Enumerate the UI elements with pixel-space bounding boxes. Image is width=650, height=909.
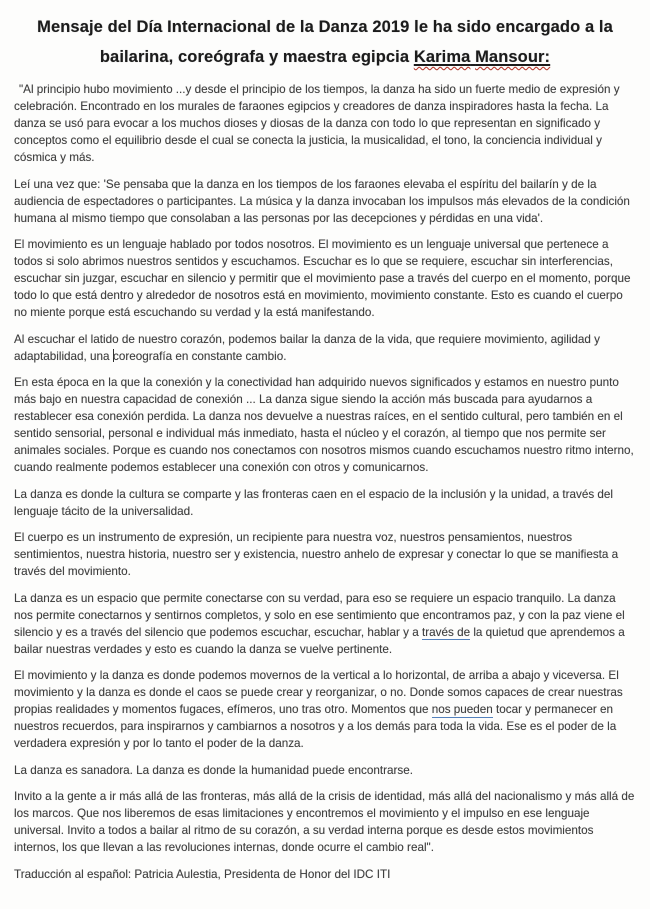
translation-credit[interactable] xyxy=(14,866,636,883)
paragraph-latido[interactable] xyxy=(14,331,636,365)
title-line-1: Mensaje del Día Internacional de la Danza 2019 le ha sido encargado a la xyxy=(37,18,613,36)
text-run: La danza es sanadora. La danza es donde la humanidad puede encontrarse. xyxy=(14,763,413,777)
text-run: El movimiento es un lenguaje hablado por todos nosotros. El movimiento es un lenguaje universal que pertenece a todos si solo abrimos nuestros sentidos y escuchamos. Escuchar es lo que se requiere, escuchar sin interferencias, escuchar sin juzgar, escuchar en silencio y permitir que el movimiento pase a través del cuerpo en el momento, porque todo lo que está dentro y alrededor de nosotros está en movimiento, movimiento constante. Esto es cuando el cuerpo no miente porque está escuchando su verdad y la está manifestando. xyxy=(14,238,631,319)
paragraph-cuerpo-instrumento[interactable] xyxy=(14,529,636,580)
paragraph-invitacion[interactable] xyxy=(14,788,636,856)
title-line-2-text: bailarina, coreógrafa y maestra egipcia xyxy=(99,48,414,66)
text-run: Traducción al español: Patricia Aulestia, Presidenta de Honor del IDC ITI xyxy=(14,867,391,881)
grammar-check-underline: nos pueden xyxy=(431,703,493,716)
text-run: coreografía en constante cambio. xyxy=(112,349,287,363)
text-run: la quietud que aprendemos a bailar nuestras verdades y esto es cuando la danza se vuelve pertinente. xyxy=(14,625,625,656)
paragraph-conexion[interactable] xyxy=(14,374,636,476)
text-run: El cuerpo es un instrumento de expresión, un recipiente para nuestra voz, nuestros pensamientos, nuestros sentimientos, nuestra historia, nuestro ser y existencia, nuestro anhelo de expresar y conectar lo que se manifiesta a través del movimiento. xyxy=(14,531,619,578)
text-run: La danza es donde la cultura se comparte y las fronteras caen en el espacio de la inclusión y la unidad, a través del lenguaje tácito de la universalidad. xyxy=(14,487,614,518)
paragraph-sanadora[interactable] xyxy=(14,762,636,779)
text-run: El movimiento y la danza es donde podemos movernos de la vertical a lo horizontal, de arriba a abajo y viceversa. El movimiento y la danza es donde el caos se puede crear y reorganizar, o no. Donde somos capaces de crear nuestras propias realidades y momentos fugaces, efímeros, uno tras otro. Momentos que xyxy=(14,669,623,716)
title-author-name xyxy=(414,48,550,66)
text-run: tocar y permanecer en nuestros recuerdos, para inspirarnos y cambiarnos a nosotros y a los demás para toda la vida. Ese es el poder de la verdadera expresión y por lo tanto el poder de la danza. xyxy=(14,703,617,750)
grammar-check-underline: través de xyxy=(422,625,471,639)
text-run: Invito a la gente a ir más allá de las fronteras, más allá de la crisis de identidad, más allá del nacionalismo y más allá de los marcos. Que nos liberemos de esas limitaciones y encontremos el movimiento y el impulso en ese lenguaje universal. Invito a todos a bailar al ritmo de su corazón, a su verdad interna porque es desde estos movimientos internos, los que llevan a las revoluciones internas, donde ocurre el cambio real". xyxy=(14,790,635,854)
paragraph-movimiento-lenguaje[interactable] xyxy=(14,236,636,321)
title-line-2 xyxy=(18,42,632,72)
paragraph-caos[interactable] xyxy=(14,667,636,752)
text-run: Leí una vez que: 'Se pensaba que la danza en los tiempos de los faraones elevaba el espíritu del bailarín y de la audiencia de espectadores o participantes. La música y la danza invocaban los impulsos más elevados de la condición humana al mismo tiempo que consolaban a las personas por las decepciones y pérdidas en una vida'. xyxy=(14,177,630,225)
text-run: "Al principio hubo movimiento ...y desde el principio de los tiempos, la danza ha sido un fuerte medio de expresión y celebración. Encontrado en los murales de faraones egipcios y creadores de danza inspiradores hasta la fecha. La danza se usó para evocar a los muchos dioses y diosas de la danza con todo lo que representan en significado y conceptos como el equilibrio desde el cual se conecta la justicia, la musicalidad, el tono, la conciencia individual y cósmica y más. xyxy=(14,83,620,164)
text-run: Al escuchar el latido de nuestro corazón, podemos bailar la danza de la vida, que requiere movimiento, agilidad y adaptabilidad, una xyxy=(14,332,601,363)
paragraph-intro[interactable] xyxy=(14,81,636,166)
document-body xyxy=(14,81,636,883)
spellcheck-word-mansour: Mansour: xyxy=(475,48,551,66)
text-run: La danza es un espacio que permite conectarse con su verdad, para eso se requiere un espacio tranquilo. La danza nos permite conectarnos y sentirnos completos, y solo en ese sentimiento que encontramos paz, y con la paz viene el silencio y es a través del silencio que podemos escuchar, escuchar, hablar y a xyxy=(14,591,625,639)
paragraph-quote[interactable] xyxy=(14,176,636,227)
spellcheck-word-karima: Karima xyxy=(413,48,471,66)
text-run: En esta época en la que la conexión y la conectividad han adquirido nuevos significados y estamos en nuestro punto más bajo en nuestra capacidad de conexión ... La danza sigue siendo la acción más buscada para ayudarnos a restablecer esa conexión perdida. La danza nos devuelve a nuestras raíces, en el sentido cultural, pero también en el sentido sensorial, personal e individual más inmediato, hasta el núcleo y el corazón, al tiempo que nos permite ser animales sociales. Porque es cuando nos conectamos con nosotros mismos cuando escuchamos nuestro ritmo interno, cuando realmente podemos establecer una conexión con otros y comunicarnos. xyxy=(14,376,634,474)
paragraph-cultura[interactable] xyxy=(14,486,636,520)
paragraph-espacio[interactable] xyxy=(14,590,636,658)
page-title xyxy=(14,12,636,72)
